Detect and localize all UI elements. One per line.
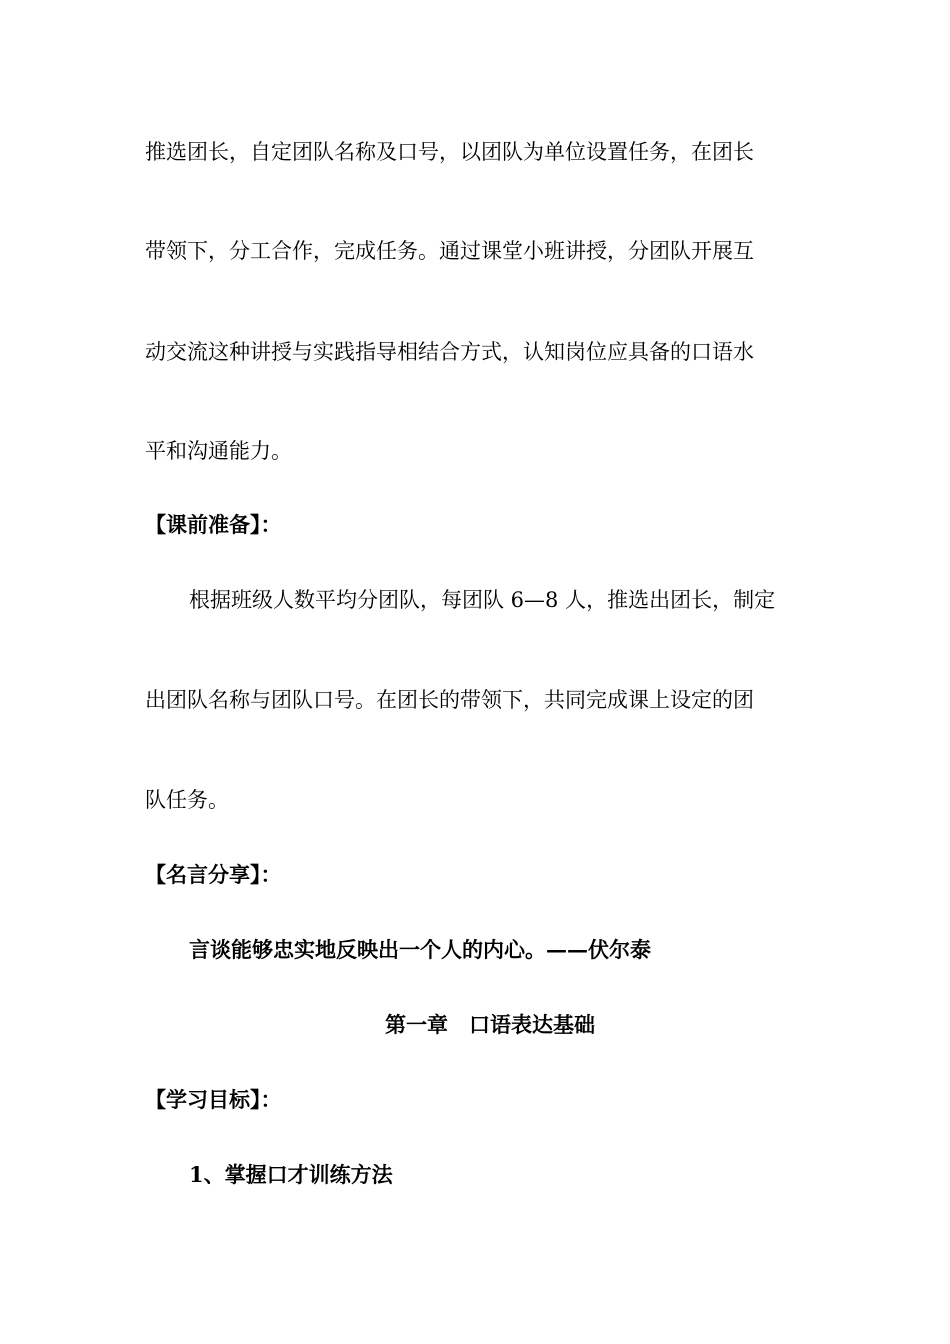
- prep-line-2: 出团队名称与团队口号。在团长的带领下，共同完成课上设定的团: [145, 688, 754, 712]
- chapter-title: 第一章 口语表达基础: [385, 1012, 595, 1037]
- section-heading-prep: 【课前准备】：: [145, 512, 282, 537]
- quote-text: 言谈能够忠实地反映出一个人的内心。——伏尔泰: [189, 937, 651, 962]
- paragraph-line-3: 动交流这种讲授与实践指导相结合方式，认知岗位应具备的口语水: [145, 340, 754, 364]
- paragraph-line-4: 平和沟通能力。: [145, 439, 292, 463]
- paragraph-line-2: 带领下，分工合作，完成任务。通过课堂小班讲授，分团队开展互: [145, 239, 754, 263]
- paragraph-line-1: 推选团长，自定团队名称及口号，以团队为单位设置任务，在团长: [145, 140, 754, 164]
- section-heading-quote: 【名言分享】：: [145, 862, 282, 887]
- prep-line-1: 根据班级人数平均分团队，每团队 6—8 人，推选出团长，制定: [189, 588, 776, 612]
- section-heading-goals: 【学习目标】：: [145, 1087, 282, 1112]
- prep-line-3: 队任务。: [145, 788, 229, 812]
- goal-item-1: 1、掌握口才训练方法: [189, 1162, 393, 1187]
